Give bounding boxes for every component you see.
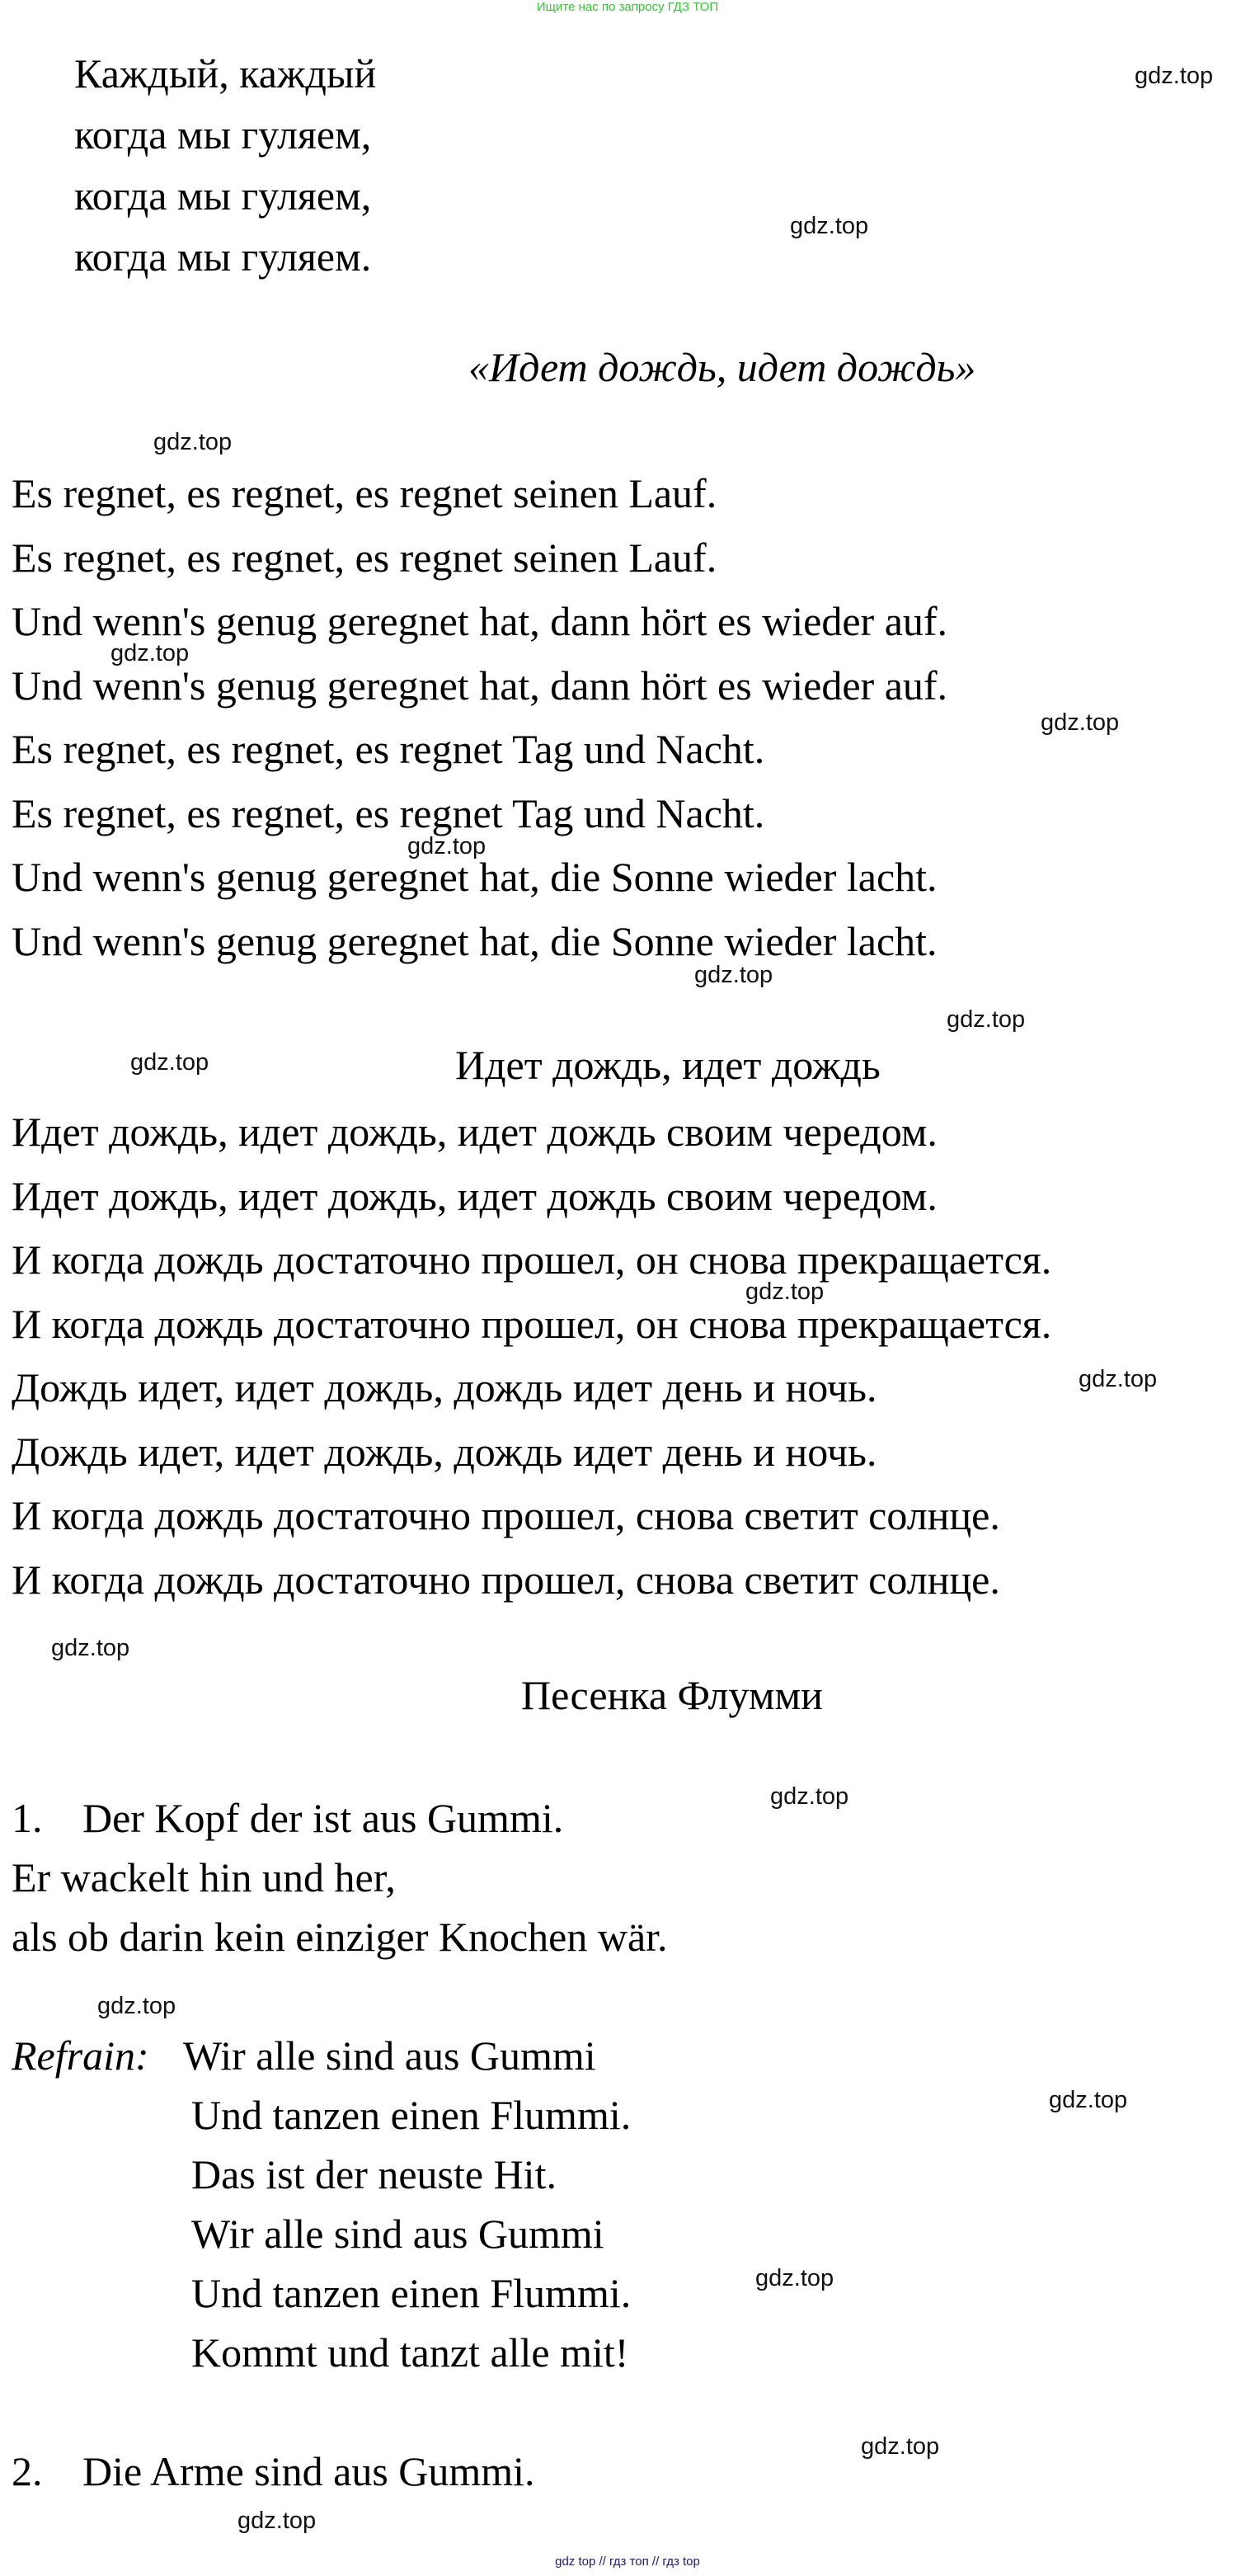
refrain-line: Kommt und tanzt alle mit! (191, 2329, 629, 2376)
song-line: Und wenn's genug geregnet hat, dann hört es wieder auf. (12, 662, 948, 709)
watermark: gdz.top (1135, 63, 1214, 89)
watermark: gdz.top (1079, 1366, 1158, 1392)
watermark: gdz.top (97, 1993, 176, 2019)
song-line: Und wenn's genug geregnet hat, die Sonne wieder lacht. (12, 854, 938, 900)
top-banner[interactable]: Ищите нас по запросу ГДЗ ТОП (536, 0, 719, 14)
song-line: И когда дождь достаточно прошел, он снова прекращается. (12, 1300, 1052, 1347)
verse-1 (12, 1788, 668, 1966)
watermark: gdz.top (153, 429, 233, 455)
song-line: И когда дождь достаточно прошел, он снова прекращается. (12, 1236, 1052, 1283)
bottom-banner[interactable]: gdz top // гдз топ // гдз top (555, 2555, 700, 2569)
refrain-line: Und tanzen einen Flummi. (191, 2270, 632, 2316)
verse-line: Er wackelt hin und her, (12, 1854, 396, 1900)
watermark: gdz.top (237, 2508, 317, 2534)
watermark: gdz.top (770, 1783, 849, 1810)
watermark: gdz.top (130, 1049, 209, 1076)
refrain-lines (191, 2085, 631, 2382)
song-line: И когда дождь достаточно прошел, снова светит солнце. (12, 1556, 1000, 1603)
verse-line (12, 2442, 535, 2501)
intro-line: когда мы гуляем, (74, 111, 372, 158)
verse-number: 2. (12, 2448, 43, 2494)
refrain-first-line: Wir alle sind aus Gummi (183, 2032, 596, 2079)
watermark: gdz.top (755, 2265, 834, 2291)
song-line: Es regnet, es regnet, es regnet Tag und Nacht. (12, 726, 765, 772)
watermark: gdz.top (51, 1635, 130, 1661)
refrain-label (12, 2026, 149, 2085)
song-line: Идет дождь, идет дождь, идет дождь своим чередом. (12, 1172, 938, 1219)
verse-2 (12, 2442, 535, 2501)
song-line: Идет дождь, идет дождь, идет дождь своим чередом. (12, 1109, 938, 1155)
verse-line: als ob darin kein einziger Knochen wär. (12, 1914, 668, 1960)
rain-song-german (12, 462, 947, 973)
watermark: gdz.top (1049, 2087, 1128, 2113)
watermark: gdz.top (745, 1279, 825, 1305)
song-line: Es regnet, es regnet, es regnet Tag und Nacht. (12, 789, 765, 836)
intro-line: Каждый, каждый (74, 50, 377, 97)
verse-line (12, 1788, 668, 1848)
verse-text: Der Kopf der ist aus Gummi. (82, 1795, 564, 1841)
watermark: gdz.top (947, 1006, 1026, 1033)
watermark: gdz.top (694, 962, 773, 988)
watermark: gdz.top (790, 213, 869, 239)
verse-number: 1. (12, 1795, 43, 1841)
intro-line: когда мы гуляем. (74, 233, 372, 280)
refrain-line: Das ist der neuste Hit. (191, 2151, 557, 2197)
intro-line: когда мы гуляем, (74, 172, 372, 219)
song-line: Es regnet, es regnet, es regnet seinen Lauf. (12, 470, 717, 516)
song-line: Дождь идет, идет дождь, дождь идет день и ночь. (12, 1364, 877, 1410)
watermark: gdz.top (1041, 709, 1120, 736)
watermark: gdz.top (861, 2433, 940, 2460)
flummi-title: Песенка Флумми (521, 1672, 823, 1718)
verse-text: Die Arme sind aus Gummi. (82, 2448, 535, 2494)
watermark: gdz.top (407, 833, 486, 859)
refrain-label-text: Refrain: (12, 2032, 149, 2079)
song-line: Und wenn's genug geregnet hat, die Sonne wieder lacht. (12, 917, 938, 964)
rain-title-italic: «Идет дождь, идет дождь» (468, 344, 976, 390)
intro-verse (74, 43, 376, 287)
watermark: gdz.top (110, 640, 190, 666)
refrain-line: Und tanzen einen Flummi. (191, 2092, 632, 2138)
refrain-line: Wir alle sind aus Gummi (191, 2211, 604, 2257)
song-line: Дождь идет, идет дождь, дождь идет день и ночь. (12, 1428, 877, 1475)
song-line: И когда дождь достаточно прошел, снова светит солнце. (12, 1492, 1000, 1538)
song-line: Es regnet, es regnet, es regnet seinen Lauf. (12, 534, 717, 581)
rain-song-russian (12, 1100, 1051, 1612)
rain-title-ru: Идет дождь, идет дождь (455, 1042, 881, 1088)
song-line: Und wenn's genug geregnet hat, dann hört es wieder auf. (12, 598, 948, 644)
